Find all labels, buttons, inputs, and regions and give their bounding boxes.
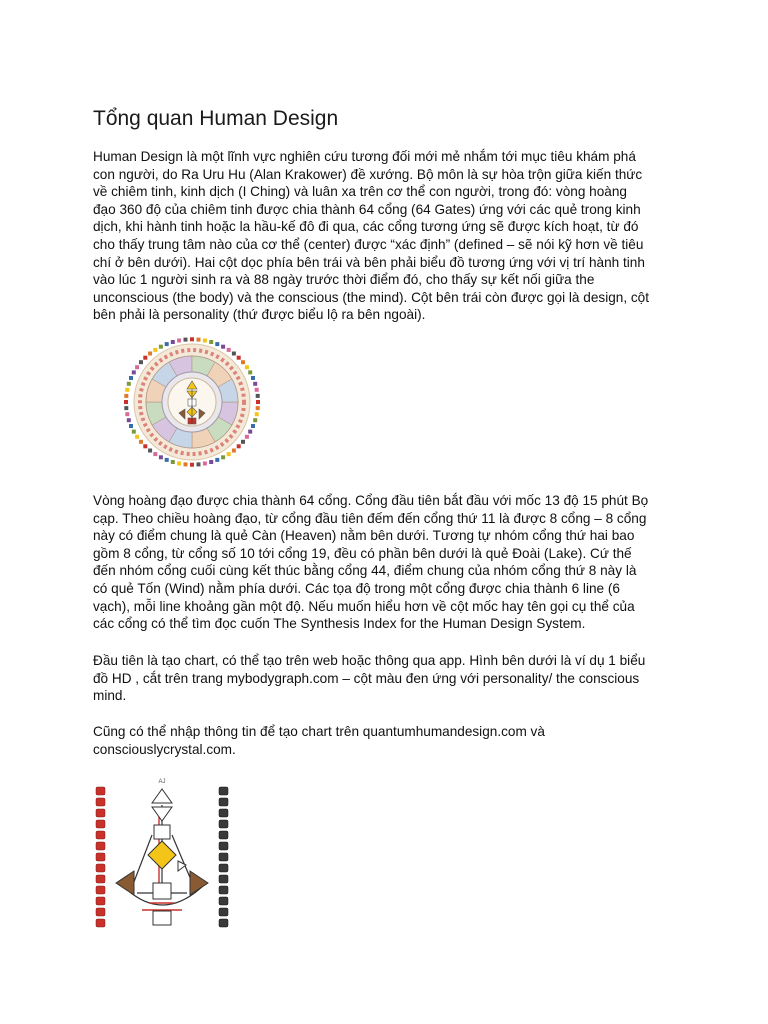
- gate-marker: [132, 370, 136, 374]
- gate-marker: [227, 452, 231, 456]
- personality-gate-cell: [219, 897, 228, 905]
- gate-marker: [215, 458, 219, 462]
- gate-marker: [255, 388, 259, 392]
- text-line: đạo 360 độ của chiêm tinh được chia thành 64 cổng (64 Gates) ứng với các quẻ trong kinh: [93, 201, 641, 217]
- text-line: vạch), mỗi line khoảng gần một độ. Nếu muốn hiểu hơn về cột mốc hay tên gọi cụ thể của: [93, 598, 635, 614]
- text-line: Human Design là một lĩnh vực nghiên cứu tương đối mới mẻ nhắm tới mục tiêu khám phá: [93, 149, 636, 164]
- design-gate-cell: [96, 919, 105, 927]
- gate-marker: [232, 449, 236, 453]
- design-gate-cell: [96, 864, 105, 872]
- page-title: Tổng quan Human Design: [93, 107, 339, 130]
- gate-marker: [221, 345, 225, 349]
- text-line: consciouslycrystal.com.: [93, 741, 236, 757]
- personality-gate-cell: [219, 809, 228, 817]
- text-line: có quẻ Tốn (Wind) nằm phía dưới. Các tọa độ trong một cổng được chia thành 6 line (6: [93, 580, 620, 596]
- personality-gate-cell: [219, 908, 228, 916]
- gate-marker: [215, 342, 219, 346]
- gate-marker: [135, 435, 139, 439]
- gate-marker: [184, 462, 188, 466]
- gate-marker: [125, 388, 129, 392]
- text-line: dịch, khi hành tinh hoặc la hầu-kế đô đi qua, các cổng tương ứng sẽ được kích hoạt, từ đó: [93, 219, 639, 235]
- text-line: Đầu tiên là tạo chart, có thể tạo trên web hoặc thông qua app. Hình bên dưới là ví dụ 1 biểu: [93, 653, 646, 668]
- gate-marker: [165, 342, 169, 346]
- design-gate-cell: [96, 798, 105, 806]
- gate-marker: [124, 394, 128, 398]
- gate-marker: [171, 460, 175, 464]
- text-line: về chiêm tinh, kinh dịch (I Ching) và luân xa trên cơ thể con người, trong đó: vòng hoàng: [93, 184, 627, 200]
- gate-marker: [148, 449, 152, 453]
- gate-marker: [127, 418, 131, 422]
- gate-marker: [143, 356, 147, 360]
- gate-marker: [241, 360, 245, 364]
- gate-marker: [256, 394, 260, 398]
- gate-marker: [203, 339, 207, 343]
- text-line: Vòng hoàng đạo được chia thành 64 cổng. Cổng đầu tiên bắt đầu với mốc 13 độ 15 phút Bọ: [93, 493, 649, 508]
- gate-marker: [227, 348, 231, 352]
- text-line: cạp. Theo chiều hoàng đạo, từ cổng đầu tiên đếm đến cổng thứ 11 là được 8 cổng – 8 cổng: [93, 510, 647, 526]
- gate-marker: [253, 418, 257, 422]
- gate-marker: [148, 352, 152, 356]
- bodygraph-image: [92, 775, 232, 935]
- gate-marker: [184, 338, 188, 342]
- personality-gate-cell: [219, 820, 228, 828]
- mandala-wheel-image: [107, 331, 277, 473]
- gate-marker: [209, 340, 213, 344]
- text-line: chí ở bên dưới). Hai cột dọc phía bên trái và bên phải biểu đồ tương ứng với vị trí hành tinh: [93, 254, 645, 270]
- gate-marker: [124, 406, 128, 410]
- text-line: mind.: [93, 688, 127, 704]
- mandala-wheel-graphic: [107, 331, 277, 473]
- gate-marker: [171, 340, 175, 344]
- design-gate-cell: [96, 809, 105, 817]
- intro-paragraph: [93, 148, 683, 324]
- text-line: các cổng có thể tìm đọc cuốn The Synthesis Index for the Human Design System.: [93, 616, 586, 632]
- personality-gate-cell: [219, 798, 228, 806]
- gate-marker: [256, 406, 260, 410]
- bodygraph-header: AJ: [158, 779, 166, 785]
- text-line: con người, do Ra Uru Hu (Alan Krakower) đề xướng. Bộ môn là sự hòa trộn giữa kiến thức: [93, 166, 643, 182]
- gate-marker: [125, 412, 129, 416]
- gate-marker: [245, 365, 249, 369]
- text-line: vào lúc 1 người sinh ra và 88 ngày trước thời điểm đó, cho thấy sự kết nối giữa the: [93, 272, 595, 288]
- gate-marker: [132, 430, 136, 434]
- design-gate-cell: [96, 842, 105, 850]
- personality-gate-cell: [219, 787, 228, 795]
- create-chart-paragraph: [93, 652, 683, 705]
- gate-marker: [135, 365, 139, 369]
- gate-marker: [237, 356, 241, 360]
- other-sites-paragraph: [93, 723, 683, 758]
- design-gate-cell: [96, 831, 105, 839]
- gate-marker: [124, 400, 128, 404]
- gate-marker: [248, 430, 252, 434]
- gate-marker: [190, 463, 194, 467]
- personality-gate-cell: [219, 875, 228, 883]
- personality-gate-cell: [219, 831, 228, 839]
- design-gate-cell: [96, 853, 105, 861]
- gate-marker: [253, 382, 257, 386]
- personality-gate-cell: [219, 864, 228, 872]
- text-line: đến nhóm cổng cuối cùng kết thúc bằng cổng 44, điểm chung của nhóm cổng thứ 8 này là: [93, 563, 637, 579]
- gate-marker: [127, 382, 131, 386]
- gate-marker: [159, 455, 163, 459]
- gate-marker: [177, 339, 181, 343]
- design-gate-cell: [96, 787, 105, 795]
- personality-gate-cell: [219, 886, 228, 894]
- gate-marker: [251, 376, 255, 380]
- gate-marker: [139, 360, 143, 364]
- gate-marker: [255, 412, 259, 416]
- personality-gate-cell: [219, 919, 228, 927]
- text-line: đồ HD , cắt trên trang mybodygraph.com – cột màu đen ứng với personality/ the conscious: [93, 670, 640, 686]
- gate-marker: [203, 462, 207, 466]
- gate-marker: [139, 440, 143, 444]
- gate-marker: [232, 352, 236, 356]
- personality-gate-cell: [219, 842, 228, 850]
- personality-gate-cell: [219, 853, 228, 861]
- text-line: Cũng có thể nhập thông tin để tạo chart trên quantumhumandesign.com và: [93, 724, 545, 739]
- gate-marker: [143, 444, 147, 448]
- gate-marker: [256, 400, 260, 404]
- text-line: gồm 8 cổng, từ cổng số 10 tới cổng 19, đều có phần bên dưới là quẻ Đoài (Lake). Cứ thế: [93, 545, 632, 561]
- zodiac-paragraph: [93, 492, 683, 633]
- text-line: bên phải là personality (thứ được biểu lộ ra bên ngoài).: [93, 307, 426, 323]
- design-gate-cell: [96, 875, 105, 883]
- gate-marker: [159, 345, 163, 349]
- gate-marker: [129, 424, 133, 428]
- gate-marker: [197, 462, 201, 466]
- gate-marker: [221, 455, 225, 459]
- gate-marker: [241, 440, 245, 444]
- gate-marker: [248, 370, 252, 374]
- design-gate-cell: [96, 908, 105, 916]
- design-gate-cell: [96, 897, 105, 905]
- gate-marker: [245, 435, 249, 439]
- gate-marker: [153, 452, 157, 456]
- text-line: cho thấy trung tâm nào của cơ thể (center) được “xác định” (defined – sẽ nói kỹ hơn về tiêu: [93, 236, 644, 252]
- gate-marker: [177, 462, 181, 466]
- bodygraph-graphic: [92, 775, 232, 935]
- text-line: unconscious (the body) và the conscious (the mind). Cột bên trái còn được gọi là design, cột: [93, 289, 650, 305]
- design-gate-cell: [96, 820, 105, 828]
- gate-marker: [251, 424, 255, 428]
- gate-marker: [197, 338, 201, 342]
- gate-marker: [209, 460, 213, 464]
- gate-marker: [190, 337, 194, 341]
- gate-marker: [129, 376, 133, 380]
- gate-marker: [165, 458, 169, 462]
- gate-marker: [237, 444, 241, 448]
- design-gate-cell: [96, 886, 105, 894]
- gate-marker: [153, 348, 157, 352]
- text-line: này có điểm chung là quẻ Càn (Heaven) nằm bên dưới. Tương tự nhóm cổng thứ hai bao: [93, 528, 635, 544]
